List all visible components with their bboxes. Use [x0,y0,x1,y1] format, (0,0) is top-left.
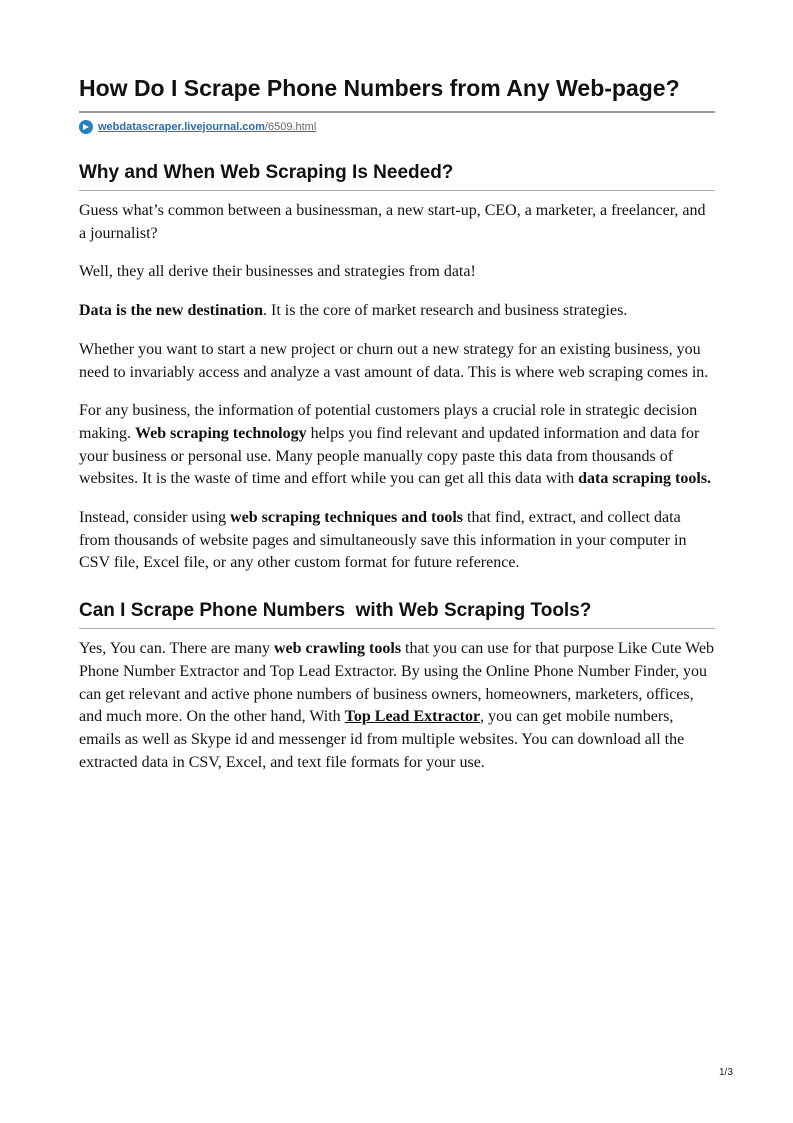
section-heading-can: Can I Scrape Phone Numbers with Web Scraping Tools? [79,600,592,622]
section-divider [79,190,715,191]
text: that you can use for that purpose Like Cute Web Phone Number Extractor and Top Lead Extractor. By using the Online Phone Number Finder, you can get relevant and active phone numbers of business owners, homeowners, marketers, offices, and much more. On the other hand, With [79,640,715,726]
paragraph [79,507,715,575]
text: that find, extract, and collect data from thousands of website pages and simultaneously save this information in your computer in CSV file, Excel file, or any other custom format for future reference. [79,509,687,572]
paragraph [79,400,715,491]
document-page [79,74,715,774]
bold-text: web crawling tools [273,640,402,658]
page-number: 1/3 [719,1067,733,1078]
source-line [79,119,715,135]
text: Yes, You can. There are many [79,640,274,658]
bold-text: Data is the new destination [79,302,264,320]
paragraph [79,300,715,323]
paragraph: Well, they all derive their businesses and strategies from data! [79,263,476,281]
bold-text: Web scraping technology [135,424,307,442]
top-lead-extractor-link[interactable]: Top Lead Extractor [344,708,481,726]
bold-text: data scraping tools. [578,470,712,488]
livejournal-icon [79,120,93,134]
page-title: How Do I Scrape Phone Numbers from Any Web-page? [79,75,680,101]
title-divider [79,111,715,113]
text: helps you find relevant and updated information and data for your business or personal use. Many people manually copy paste this data from thousands of websites. It is the waste of time and effort while you can get all this data with [79,424,700,488]
text: For any business, the information of potential customers plays a crucial role in strategic decision making. [79,402,698,442]
section-heading-why: Why and When Web Scraping Is Needed? [79,162,454,183]
source-domain: webdatascraper.livejournal.com [98,121,265,133]
text: . It is the core of market research and business strategies. [263,302,628,320]
section-divider [79,628,715,629]
paragraph: Whether you want to start a new project or churn out a new strategy for an existing business, you need to invariably access and analyze a vast amount of data. This is where web scraping comes in. [79,340,709,381]
text: Instead, consider using [79,509,231,527]
paragraph: Guess what’s common between a businessman, a new start-up, CEO, a marketer, a freelancer, and a journalist? [79,202,706,242]
text: , you can get mobile numbers, emails as well as Skype id and messenger id from multiple websites. You can download all the extracted data in CSV, Excel, and text file formats for your use. [79,708,685,771]
paragraph [79,638,715,774]
source-link[interactable] [98,121,316,133]
source-path: /6509.html [264,121,317,133]
bold-text: web scraping techniques and tools [230,509,463,527]
